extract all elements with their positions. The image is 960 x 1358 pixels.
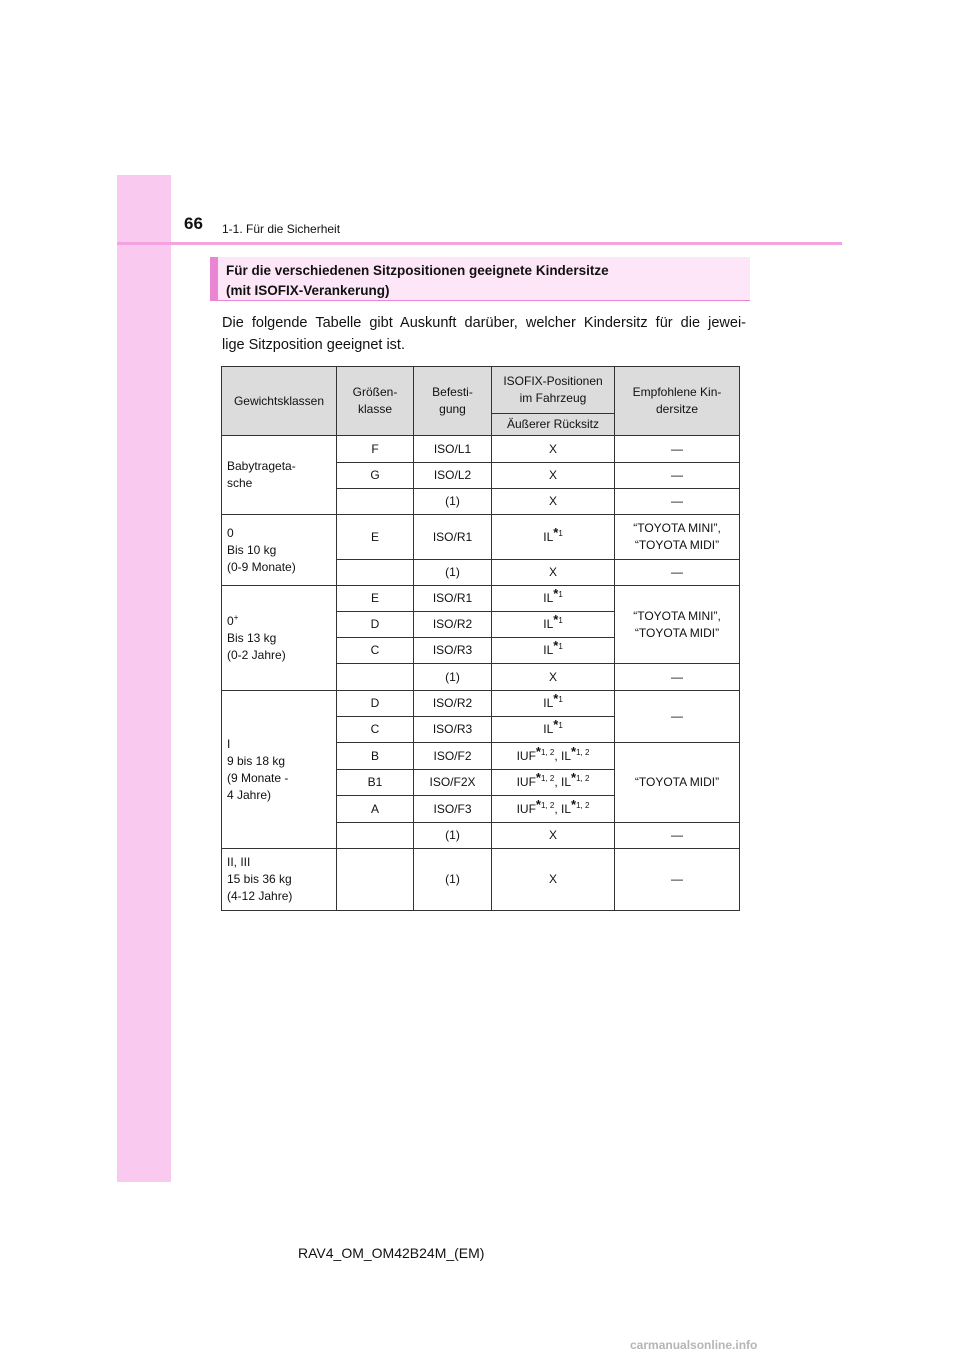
size-cell: D — [337, 691, 414, 717]
position-cell: X — [492, 849, 615, 911]
recommended-cell: — — [615, 691, 740, 743]
recommended-cell: — — [615, 849, 740, 911]
position-cell: IL*$^1$ — [492, 638, 615, 664]
section-heading-line-2: (mit ISOFIX-Verankerung) — [226, 283, 390, 298]
watermark: carmanualsonline.info — [630, 1338, 758, 1352]
fixture-cell: ISO/F3 — [414, 796, 492, 823]
fixture-cell: ISO/R2 — [414, 691, 492, 717]
position-cell: X — [492, 823, 615, 849]
fixture-cell: (1) — [414, 560, 492, 586]
size-cell — [337, 664, 414, 691]
fixture-cell: ISO/R1 — [414, 586, 492, 612]
recommended-cell: “TOYOTA MINI”, “TOYOTA MIDI” — [615, 586, 740, 664]
weight-group-0-plus: 0+ Bis 13 kg (0-2 Jahre) — [222, 586, 337, 691]
fixture-cell: ISO/R3 — [414, 717, 492, 743]
size-cell — [337, 489, 414, 515]
size-cell — [337, 849, 414, 911]
size-cell: B — [337, 743, 414, 770]
page-number: 66 — [184, 214, 203, 233]
weight-group-carrycot: Babytrageta- sche — [222, 436, 337, 515]
table-row — [222, 849, 740, 911]
weight-group-1: I 9 bis 18 kg (9 Monate - 4 Jahre) — [222, 691, 337, 849]
recommended-cell: — — [615, 436, 740, 463]
position-cell: IL*$^1$ — [492, 612, 615, 638]
size-cell: C — [337, 717, 414, 743]
size-cell: C — [337, 638, 414, 664]
position-cell: IUF*$^{1, 2}$, IL*$^{1, 2}$ — [492, 770, 615, 796]
position-cell: IL*$^1$ — [492, 586, 615, 612]
size-cell: G — [337, 463, 414, 489]
position-cell: IL*$^1$ — [492, 691, 615, 717]
recommended-cell: — — [615, 489, 740, 515]
fixture-cell: (1) — [414, 664, 492, 691]
header-size-class: Größen- klasse — [337, 367, 414, 436]
section-heading-line-1: Für die verschiedenen Sitzpositionen geeignete Kindersitze — [226, 263, 609, 278]
position-cell: IL*$^1$ — [492, 515, 615, 560]
fixture-cell: ISO/L1 — [414, 436, 492, 463]
weight-group-2-3: II, III 15 bis 36 kg (4-12 Jahre) — [222, 849, 337, 911]
weight-group-0: 0 Bis 10 kg (0-9 Monate) — [222, 515, 337, 586]
recommended-cell: — — [615, 664, 740, 691]
chapter-title: 1-1. Für die Sicherheit — [222, 222, 341, 236]
header-recommended-seats: Empfohlene Kin- dersitze — [615, 367, 740, 436]
size-cell: A — [337, 796, 414, 823]
position-cell: X — [492, 489, 615, 515]
fixture-cell: ISO/F2X — [414, 770, 492, 796]
recommended-cell: — — [615, 823, 740, 849]
size-cell: E — [337, 586, 414, 612]
position-cell: IUF*$^{1, 2}$, IL*$^{1, 2}$ — [492, 743, 615, 770]
size-cell — [337, 823, 414, 849]
table-row — [222, 586, 740, 612]
position-cell: X — [492, 664, 615, 691]
position-cell: IL*$^1$ — [492, 717, 615, 743]
header-outer-rear-seat: Äußerer Rücksitz — [492, 414, 615, 436]
position-cell: X — [492, 436, 615, 463]
size-cell: F — [337, 436, 414, 463]
position-cell: IUF*$^{1, 2}$, IL*$^{1, 2}$ — [492, 796, 615, 823]
table-row — [222, 691, 740, 717]
intro-paragraph — [222, 312, 746, 356]
recommended-cell: “TOYOTA MIDI” — [615, 743, 740, 823]
size-cell: E — [337, 515, 414, 560]
position-cell: X — [492, 560, 615, 586]
header-weight-class: Gewichtsklassen — [222, 367, 337, 436]
position-cell: X — [492, 463, 615, 489]
recommended-cell: — — [615, 463, 740, 489]
intro-line-1: Die folgende Tabelle gibt Auskunft darüber, welcher Kindersitz für die jewei- — [222, 315, 746, 331]
header-divider — [117, 242, 842, 245]
fixture-cell: ISO/R3 — [414, 638, 492, 664]
fixture-cell: (1) — [414, 489, 492, 515]
intro-line-2: lige Sitzposition geeignet ist. — [222, 337, 405, 353]
recommended-cell: — — [615, 560, 740, 586]
size-cell — [337, 560, 414, 586]
fixture-cell: ISO/F2 — [414, 743, 492, 770]
fixture-cell: (1) — [414, 849, 492, 911]
side-tab-bar — [117, 175, 171, 1182]
header-isofix-positions: ISOFIX-Positionen im Fahrzeug — [492, 367, 615, 414]
manual-code: RAV4_OM_OM42B24M_(EM) — [298, 1245, 485, 1261]
fixture-cell: ISO/R2 — [414, 612, 492, 638]
size-cell: D — [337, 612, 414, 638]
fixture-cell: (1) — [414, 823, 492, 849]
table-row — [222, 515, 740, 560]
section-heading — [210, 257, 750, 301]
table-row — [222, 436, 740, 463]
header-fixture: Befesti- gung — [414, 367, 492, 436]
fixture-cell: ISO/L2 — [414, 463, 492, 489]
isofix-seat-table — [221, 366, 740, 911]
fixture-cell: ISO/R1 — [414, 515, 492, 560]
recommended-cell: “TOYOTA MINI”, “TOYOTA MIDI” — [615, 515, 740, 560]
size-cell: B1 — [337, 770, 414, 796]
